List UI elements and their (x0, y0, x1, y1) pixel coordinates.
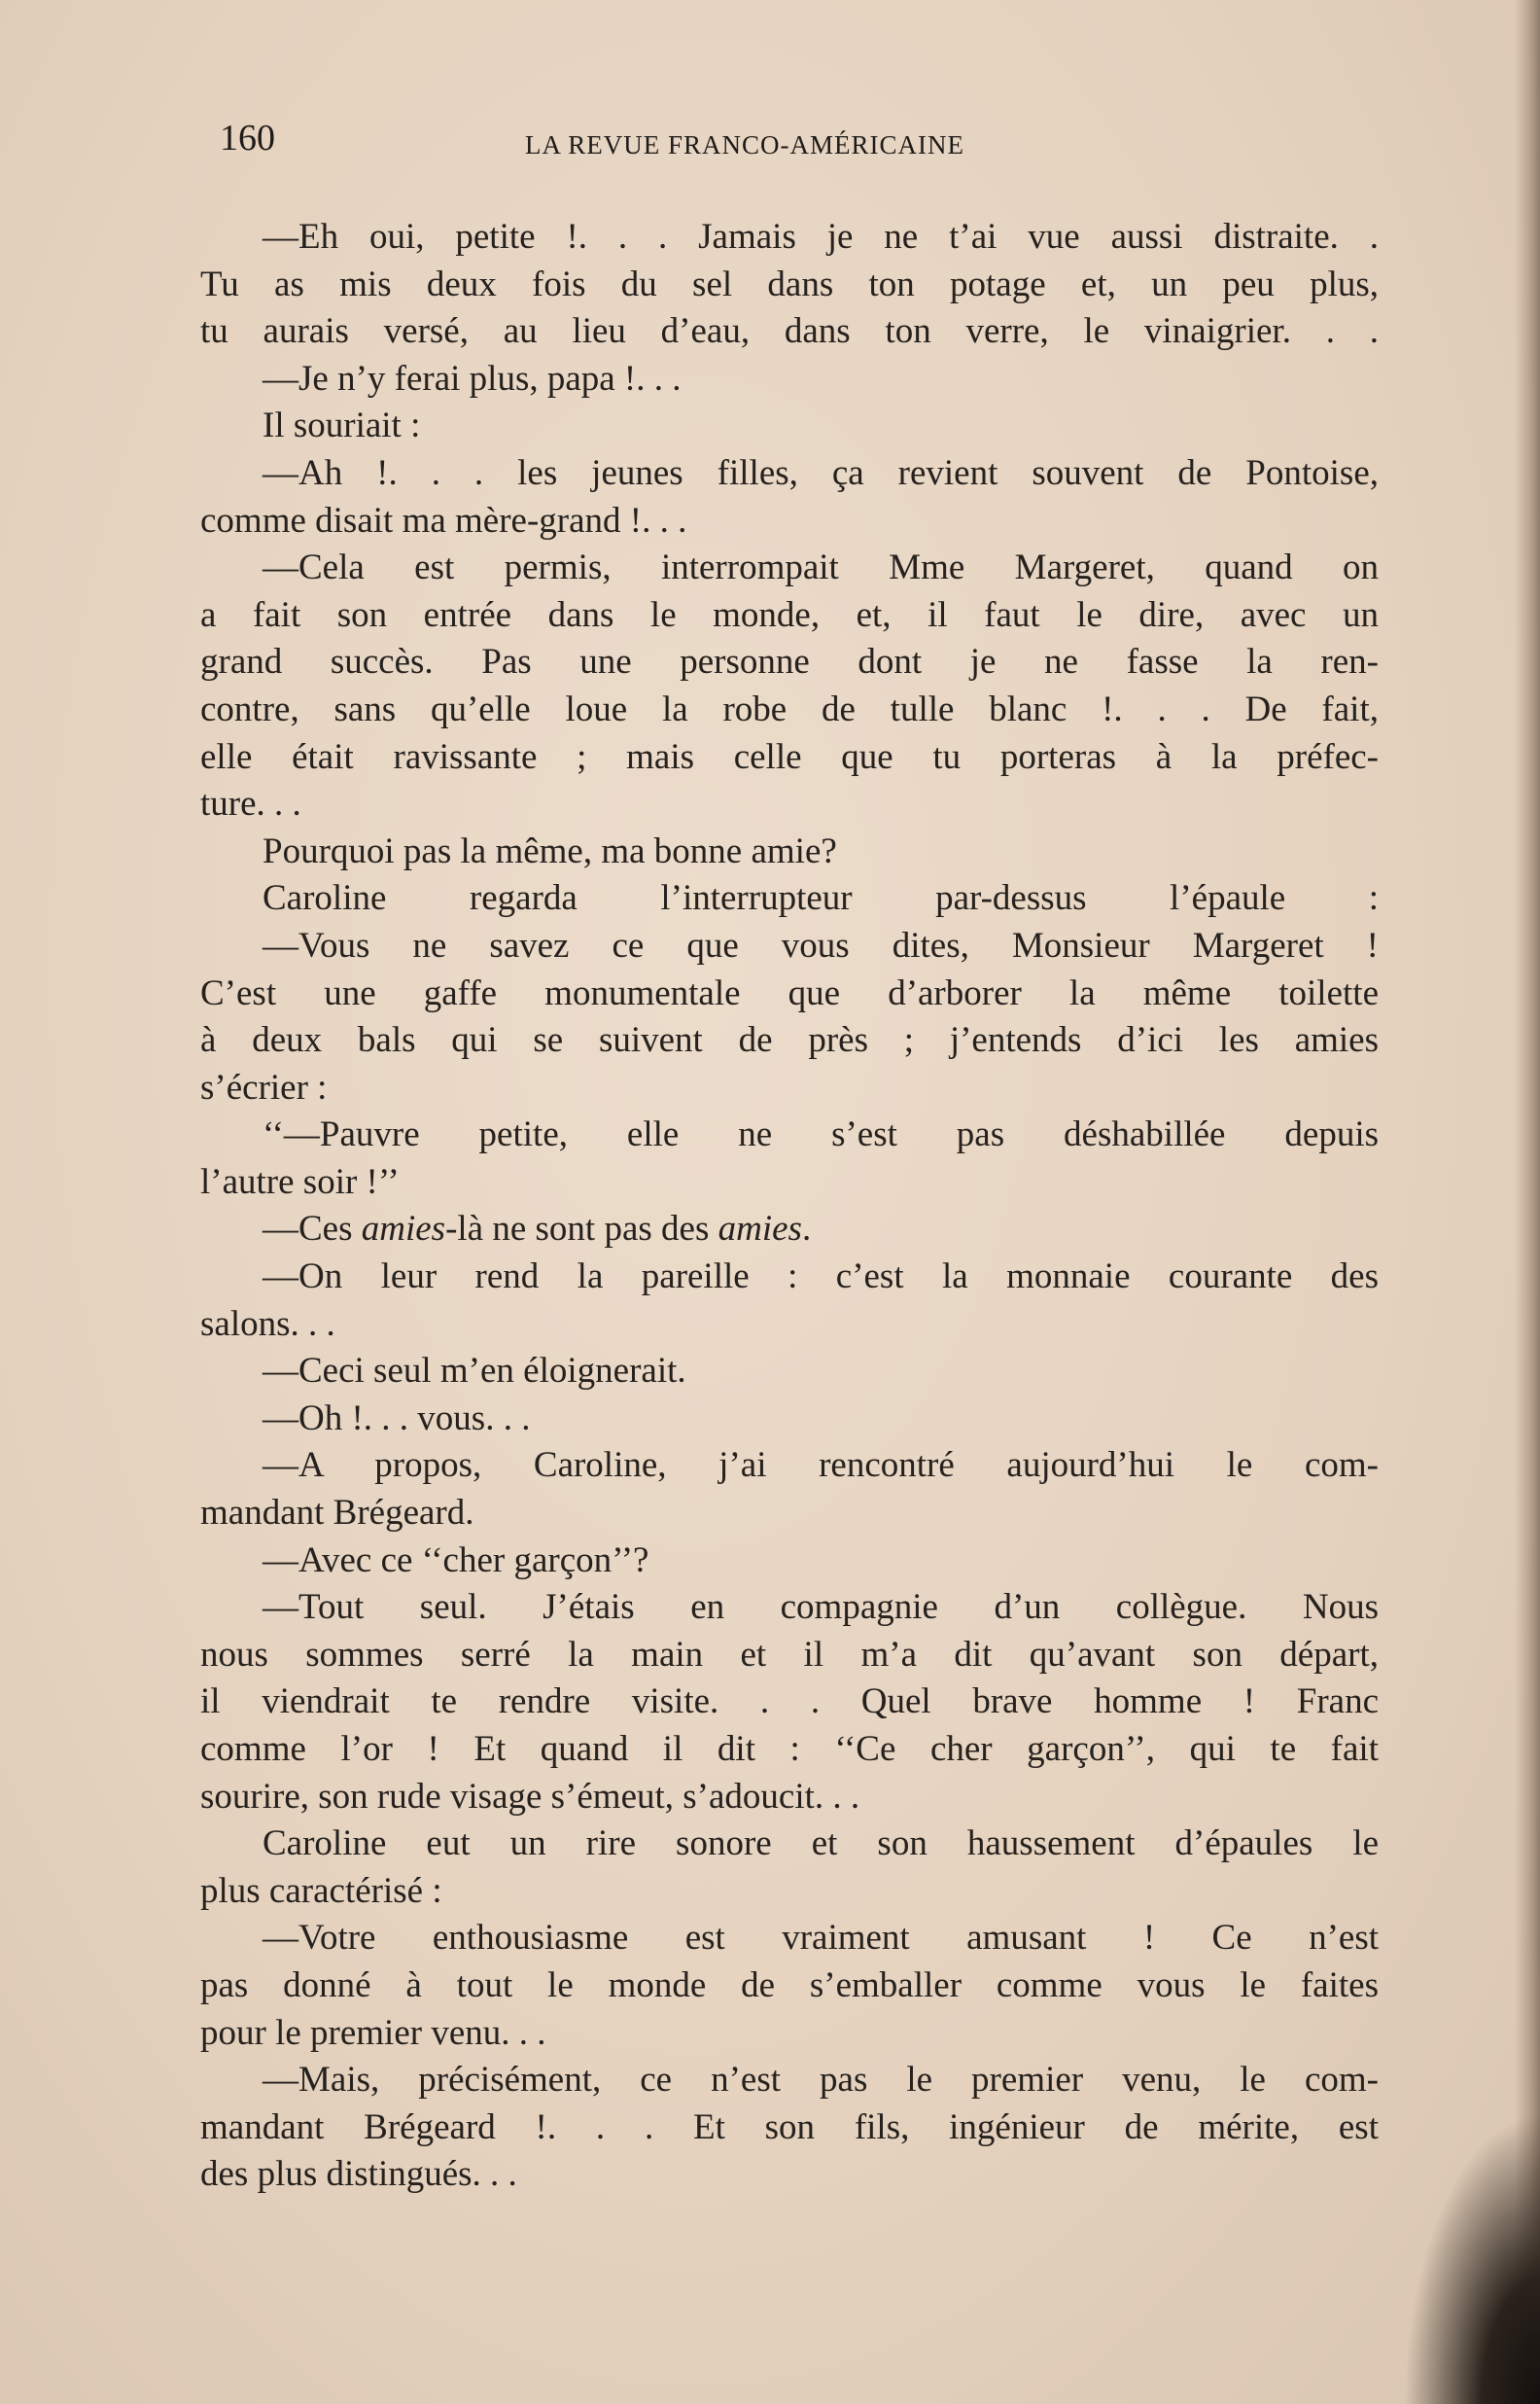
text-line: a fait son entrée dans le monde, et, il faut le dire, avec un (200, 594, 1379, 635)
text-line: sourire, son rude visage s’émeut, s’adoucit. . . (200, 1776, 860, 1817)
running-title: LA REVUE FRANCO-AMÉRICAINE (525, 130, 965, 159)
text-line: pour le premier venu. . . (200, 2012, 546, 2053)
text-line: —Votre enthousiasme est vraiment amusant ! Ce n’est (262, 1918, 1379, 1959)
text-line: à deux bals qui se suivent de près ; j’entends d’ici les amies (200, 1020, 1379, 1061)
text-line: ture. . . (200, 784, 301, 825)
text-run: -là ne sont pas des (445, 1209, 718, 1250)
page-number: 160 (220, 118, 275, 159)
page-edge-shadow (1515, 0, 1540, 2404)
text-line: Caroline eut un rire sonore et son haussement d’épaules le (262, 1823, 1379, 1864)
text-line: ‘‘—Pauvre petite, elle ne s’est pas déshabillée depuis (262, 1114, 1379, 1155)
text-line: nous sommes serré la main et il m’a dit qu’avant son départ, (200, 1634, 1379, 1675)
text-line: des plus distingués. . . (200, 2154, 517, 2195)
text-run: . (801, 1209, 812, 1250)
text-line: Pourquoi pas la même, ma bonne amie? (262, 831, 837, 871)
text-line: —Oh !. . . vous. . . (262, 1397, 531, 1438)
text-line: salons. . . (200, 1303, 335, 1344)
text-line: —A propos, Caroline, j’ai rencontré aujourd’hui le com- (262, 1445, 1379, 1486)
text-line: comme l’or ! Et quand il dit : ‘‘Ce cher garçon’’, qui te fait (200, 1729, 1379, 1769)
body-text (200, 214, 1379, 2199)
text-line: Caroline regarda l’interrupteur par-dessus l’épaule : (262, 878, 1379, 919)
text-line: il viendrait te rendre visite. . . Quel brave homme ! Franc (200, 1681, 1379, 1722)
text-line: tu aurais versé, au lieu d’eau, dans ton verre, le vinaigrier. . . (200, 311, 1379, 352)
text-line: pas donné à tout le monde de s’emballer comme vous le faites (200, 1964, 1379, 2005)
text-line: mandant Brégeard !. . . Et son fils, ingénieur de mérite, est (200, 2106, 1379, 2147)
page-header (220, 117, 1095, 175)
text-line: —Tout seul. J’étais en compagnie d’un collègue. Nous (262, 1587, 1379, 1628)
text-line: Tu as mis deux fois du sel dans ton potage et, un peu plus, (200, 264, 1379, 304)
text-line-italic (200, 1206, 1379, 1254)
text-line: mandant Brégeard. (200, 1493, 474, 1534)
text-line: C’est une gaffe monumentale que d’arborer la même toilette (200, 972, 1379, 1013)
text-line: —Je n’y ferai plus, papa !. . . (262, 358, 682, 399)
text-line: plus caractérisé : (200, 1870, 442, 1911)
text-line: —Ah !. . . les jeunes filles, ça revient souvent de Pontoise, (262, 452, 1379, 493)
text-line: Il souriait : (262, 406, 421, 446)
text-line: grand succès. Pas une personne dont je ne fasse la ren- (200, 642, 1379, 683)
text-line: —Vous ne savez ce que vous dites, Monsieur Margeret ! (262, 925, 1379, 966)
text-line: —Avec ce ‘‘cher garçon’’? (262, 1539, 649, 1580)
text-line: contre, sans qu’elle loue la robe de tulle blanc !. . . De fait, (200, 689, 1379, 729)
page-corner-shadow (1404, 2112, 1540, 2404)
text-line: comme disait ma mère-grand !. . . (200, 500, 687, 541)
text-line: —On leur rend la pareille : c’est la monnaie courante des (262, 1256, 1379, 1297)
text-run: —Ces (262, 1209, 362, 1250)
text-line: —Eh oui, petite !. . . Jamais je ne t’ai vue aussi distraite. . (262, 217, 1379, 257)
text-line: l’autre soir !’’ (200, 1161, 400, 1202)
text-line: —Cela est permis, interrompait Mme Margeret, quand on (262, 548, 1379, 588)
text-line: elle était ravissante ; mais celle que tu porteras à la préfec- (200, 736, 1379, 777)
italic-word: amies (718, 1209, 802, 1250)
text-line: —Ceci seul m’en éloignerait. (262, 1351, 686, 1392)
text-line: —Mais, précisément, ce n’est pas le premier venu, le com- (262, 2060, 1379, 2101)
italic-word: amies (361, 1209, 446, 1250)
text-line: s’écrier : (200, 1067, 328, 1108)
